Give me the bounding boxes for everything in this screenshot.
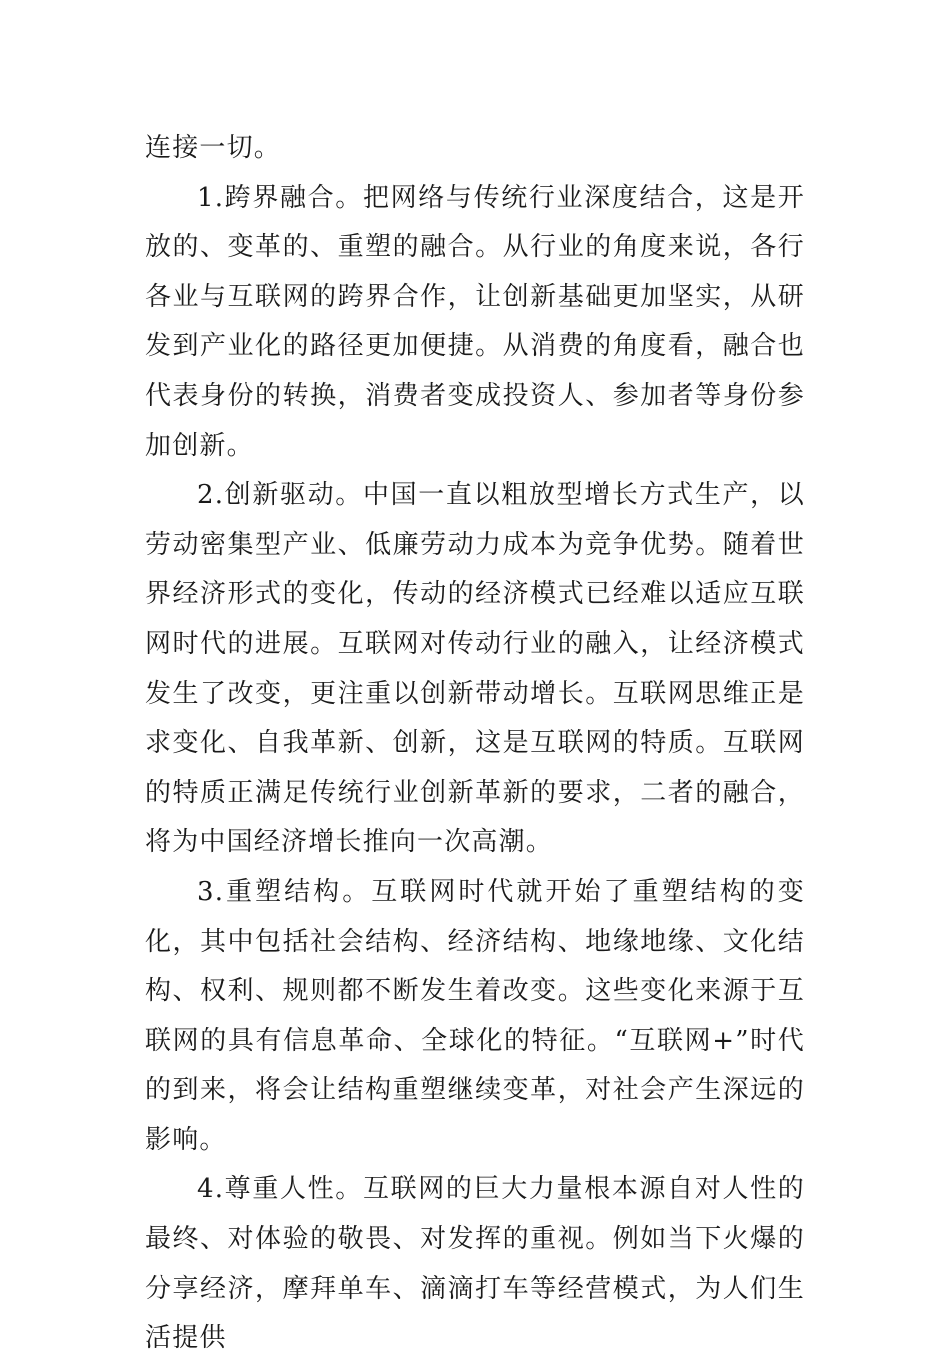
document-body xyxy=(145,124,805,1364)
paragraph-cross-border-integration: 1.跨界融合。把网络与传统行业深度结合，这是开放的、变革的、重塑的融合。从行业的角度来说，各行各业与互联网的跨界合作，让创新基础更加坚实，从研发到产业化的路径更加便捷。从消费的角度看，融合也代表身份的转换，消费者变成投资人、参加者等身份参加创新。 xyxy=(145,182,805,461)
paragraph-respect-humanity: 4.尊重人性。互联网的巨大力量根本源自对人性的最终、对体验的敬畏、对发挥的重视。例如当下火爆的分享经济，摩拜单车、滴滴打车等经营模式，为人们生活提供 xyxy=(145,1174,805,1354)
paragraph-innovation-driven: 2.创新驱动。中国一直以粗放型增长方式生产，以劳动密集型产业、低廉劳动力成本为竞争优势。随着世界经济形式的变化，传动的经济模式已经难以适应互联网时代的进展。互联网对传动行业的融入，让经济模式发生了改变，更注重以创新带动增长。互联网思维正是求变化、自我革新、创新，这是互联网的特质。互联网的特质正满足传统行业创新革新的要求，二者的融合，将为中国经济增长推向一次高潮。 xyxy=(145,480,805,858)
paragraph-reshape-structure: 3.重塑结构。互联网时代就开始了重塑结构的变化，其中包括社会结构、经济结构、地缘地缘、文化结构、权利、规则都不断发生着改变。这些变化来源于互联网的具有信息革命、全球化的特征。“互联网+”时代的到来，将会让结构重塑继续变革，对社会产生深远的影响。 xyxy=(145,876,805,1155)
paragraph-continuation: 连接一切。 xyxy=(145,133,282,163)
